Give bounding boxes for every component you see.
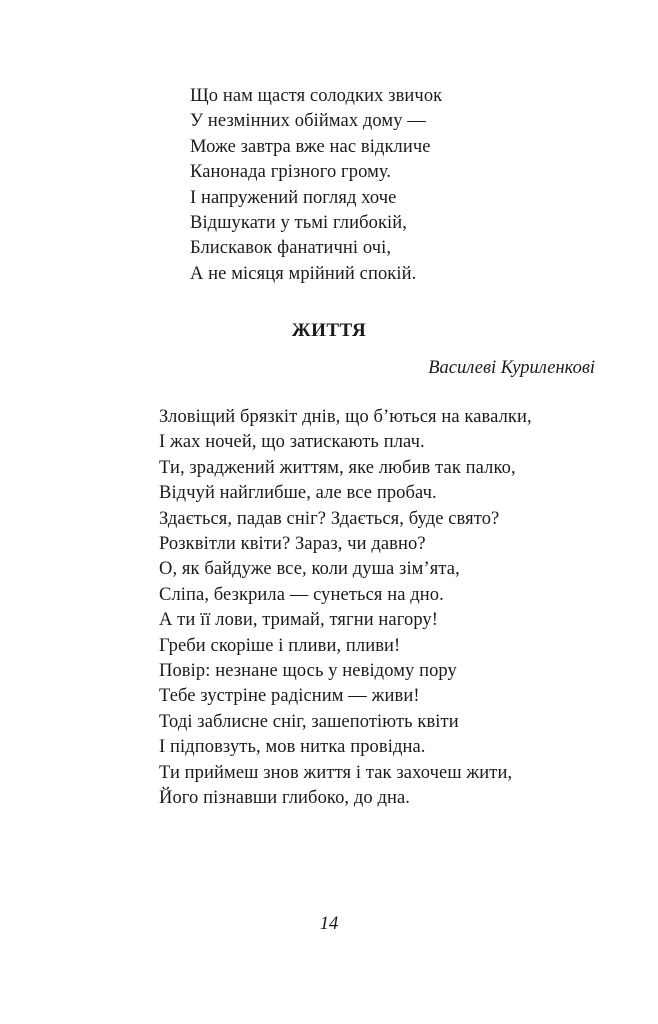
poem-line: Може завтра вже нас відкличе xyxy=(190,136,431,157)
poem-body xyxy=(159,405,619,812)
poem-line: Повір: незнане щось у невідому пору xyxy=(159,661,457,682)
poem-title: ЖИТТЯ xyxy=(291,320,367,341)
poem-line: Відшукати у тьмі глибокій, xyxy=(190,213,408,234)
poem-line: Ти приймеш знов життя і так захочеш жити, xyxy=(159,762,513,783)
poem-line: Ти, зраджений життям, яке любив так палко, xyxy=(159,457,516,478)
poem-line: Розквітли квіти? Зараз, чи давно? xyxy=(159,534,426,555)
poem-line: Його пізнавши глибоко, до дна. xyxy=(159,788,411,809)
poem-line: І жах ночей, що затискають плач. xyxy=(159,432,425,453)
poem-line: І підповзуть, мов нитка провідна. xyxy=(159,737,426,758)
poem-line: А ти її лови, тримай, тягни нагору! xyxy=(159,610,439,631)
poem-dedication: Василеві Куриленкові xyxy=(428,358,595,378)
poem-line: Здається, падав сніг? Здається, буде свято? xyxy=(159,508,500,529)
poem-line: Канонада грізного грому. xyxy=(190,162,392,183)
poem-line: Що нам щастя солодких звичок xyxy=(190,86,443,106)
poem-line: Тоді заблисне сніг, зашепотіють квіти xyxy=(159,711,459,732)
poem-line: А не місяця мрійний спокій. xyxy=(190,263,417,284)
poem-line: І напружений погляд хоче xyxy=(190,187,397,208)
poem-line: Греби скоріше і пливи, пливи! xyxy=(159,635,401,656)
poem-line: О, як байдуже все, коли душа зім’ята, xyxy=(159,559,460,580)
previous-poem-stanza xyxy=(190,84,610,287)
poem-line: Зловіщий брязкіт днів, що б’ються на кавалки, xyxy=(159,407,532,427)
poem-line: У незмінних обіймах дому — xyxy=(190,111,426,132)
poem-line: Блискавок фанатичні очі, xyxy=(190,238,392,259)
poem-line: Тебе зустріне радісним — живи! xyxy=(159,686,420,707)
page-number: 14 xyxy=(319,914,339,934)
poem-line: Відчуй найглибше, але все пробач. xyxy=(159,483,437,504)
poem-line: Сліпа, безкрила — сунеться на дно. xyxy=(159,584,444,605)
